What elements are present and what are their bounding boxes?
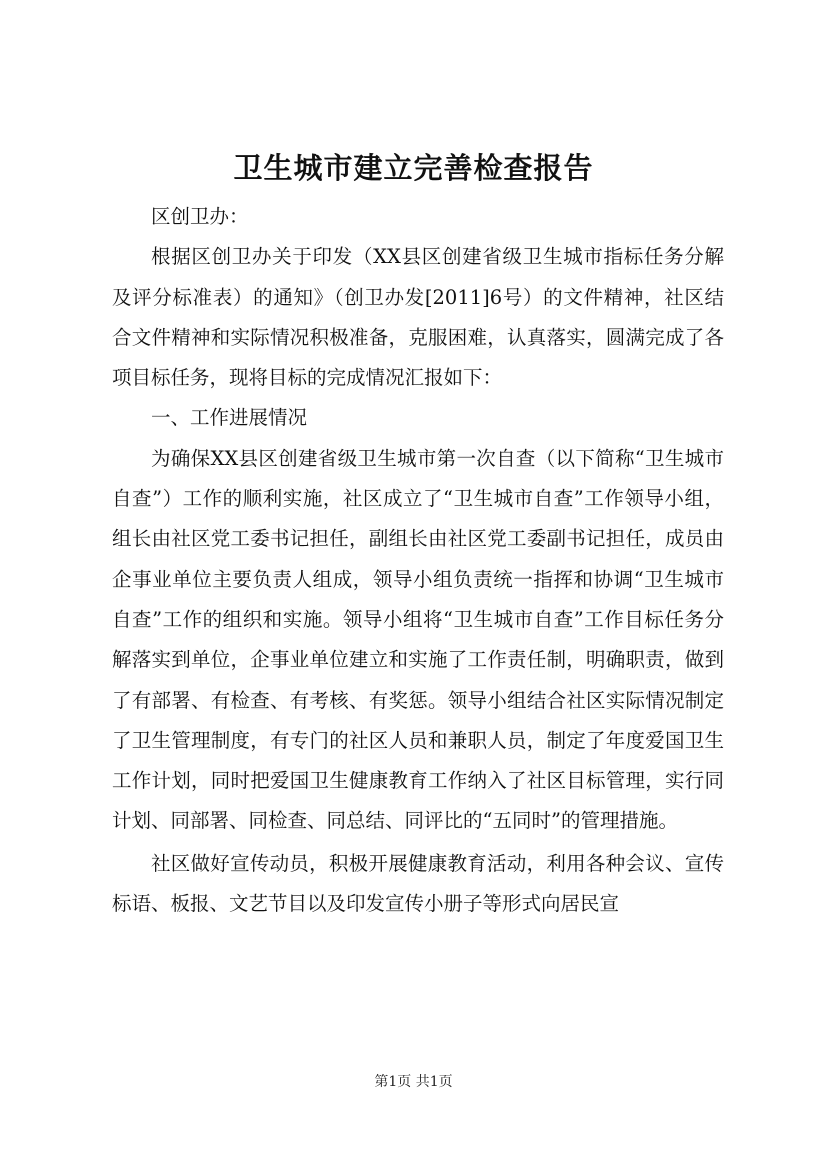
salutation: 区创卫办： (151, 205, 249, 228)
document-body (112, 197, 724, 924)
paragraph-progress: 为确保XX县区创建省级卫生城市第一次自查（以下简称“卫生城市自查”）工作的顺利实施，社区成立了“卫生城市自查”工作领导小组，组长由社区党工委书记担任，副组长由社区党工委副书记担任，成员由企事业单位主要负责人组成，领导小组负责统一指挥和协调“卫生城市自查”工作的组织和实施。领导小组将“卫生城市自查”工作目标任务分解落实到单位，企事业单位建立和实施了工作责任制，明确职责，做到了有部署、有检查、有考核、有奖惩。领导小组结合社区实际情况制定了卫生管理制度，有专门的社区人员和兼职人员，制定了年度爱国卫生工作计划，同时把爱国卫生健康教育工作纳入了社区目标管理，实行同计划、同部署、同检查、同总结、同评比的“五同时”的管理措施。 (112, 446, 724, 833)
section-heading: 一、工作进展情况 (151, 406, 308, 430)
page-footer: 第1页 共1页 (374, 1074, 453, 1090)
paragraph-intro: 根据区创卫办关于印发（XX县区创建省级卫生城市指标任务分解及评分标准表）的通知》（创卫办发[2011]6号）的文件精神，社区结合文件精神和实际情况积极准备，克服困难，认真落实，圆满完成了各项目标任务，现将目标的完成情况汇报如下： (112, 245, 724, 390)
document-title: 卫生城市建立完善检查报告 (233, 151, 594, 185)
paragraph-publicity: 社区做好宣传动员，积极开展健康教育活动，利用各种会议、宣传标语、板报、文艺节目以及印发宣传小册子等形式向居民宣 (112, 851, 724, 916)
